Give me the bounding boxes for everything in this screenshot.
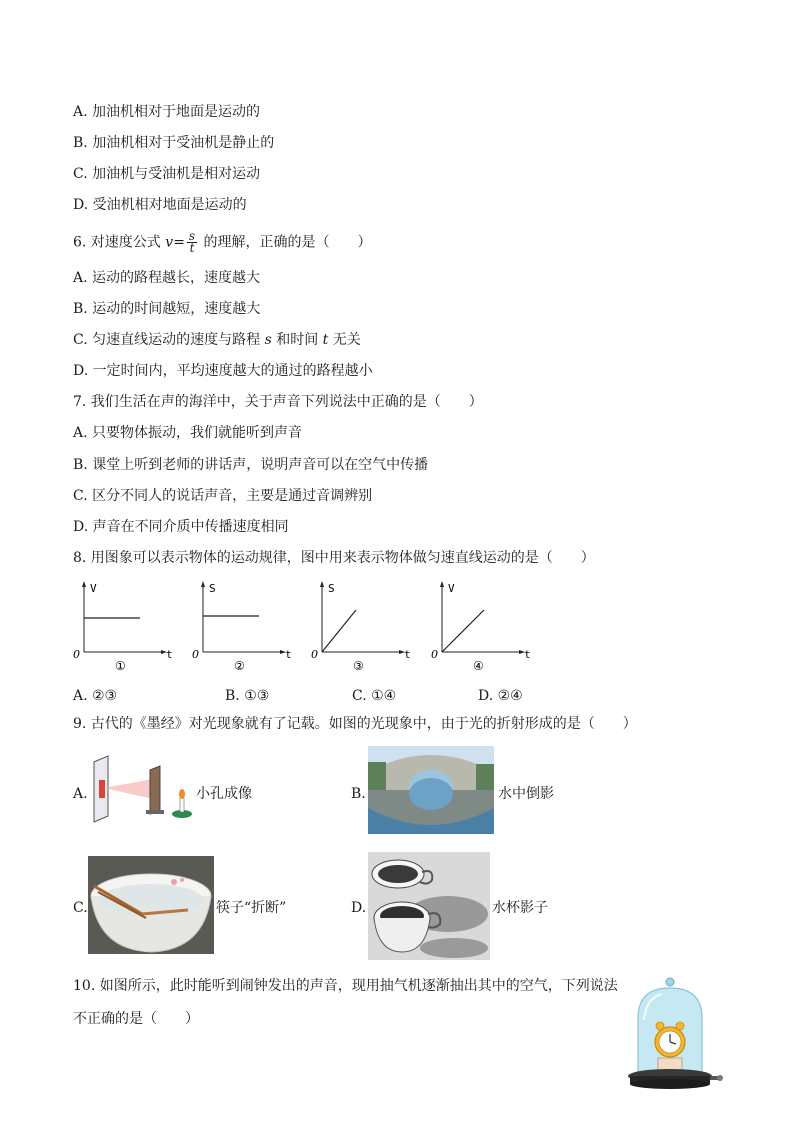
q9-option-b-letter: B. xyxy=(351,786,366,802)
q9-option-d-caption: 水杯影子 xyxy=(492,900,548,916)
q8-graph-3-xaxis: t xyxy=(404,648,411,661)
q6-suffix: 的理解，正确的是（ ） xyxy=(199,234,372,251)
q8-graph-1 xyxy=(72,578,173,673)
q8-graph-4 xyxy=(430,578,531,673)
q8-graph-4-line xyxy=(442,610,484,652)
q6-option-c-s: s xyxy=(264,332,272,348)
q8-graph-1-svg xyxy=(72,578,173,673)
q6-stem xyxy=(73,231,372,254)
q9-option-a-image xyxy=(90,752,198,826)
q8-graph-4-origin: 0 xyxy=(431,648,438,661)
q8-answer-a: A. ②③ xyxy=(73,688,118,704)
q9-option-a-caption: 小孔成像 xyxy=(196,786,252,802)
chopsticks-in-bowl-photo xyxy=(88,856,214,954)
q8-graph-1-yaxis: V xyxy=(90,582,97,595)
pinhole-camera-illustration xyxy=(90,752,198,826)
q10-bell-jar-image xyxy=(628,976,724,1092)
q7-option-d: D. 声音在不同介质中传播速度相同 xyxy=(73,519,289,535)
q8-graph-3-yaxis: S xyxy=(328,582,335,595)
q8-graph-2-svg xyxy=(191,578,292,673)
q6-fraction xyxy=(187,231,197,254)
q9-option-a-letter: A. xyxy=(73,786,88,802)
q8-graph-3-origin: 0 xyxy=(311,648,318,661)
cup-shadows-photo xyxy=(368,852,490,960)
q8-graph-2 xyxy=(191,578,292,673)
q8-graph-4-xaxis: t xyxy=(524,648,531,661)
q5-option-a: A. 加油机相对于地面是运动的 xyxy=(73,104,261,120)
q8-graph-3-label: ③ xyxy=(353,659,364,673)
q9-stem: 9. 古代的《墨经》对光现象就有了记载。如图的光现象中，由于光的折射形成的是（ ） xyxy=(73,716,637,732)
q8-graph-1-label: ① xyxy=(115,659,126,673)
q8-graph-1-xaxis: t xyxy=(166,648,173,661)
q7-stem: 7. 我们生活在声的海洋中，关于声音下列说法中正确的是（ ） xyxy=(73,394,483,410)
q9-option-d-letter: D. xyxy=(351,900,367,916)
q9-option-c-letter: C. xyxy=(73,900,88,916)
bridge-reflection-photo xyxy=(368,746,494,834)
q5-option-d: D. 受油机相对地面是运动的 xyxy=(73,197,247,213)
q6-option-c-t: t xyxy=(322,332,329,348)
q5-option-b: B. 加油机相对于受油机是静止的 xyxy=(73,135,275,151)
q6-option-c-text2: 和时间 xyxy=(271,332,323,348)
q6-fraction-denominator: t xyxy=(189,241,195,255)
q7-option-a: A. 只要物体振动，我们就能听到声音 xyxy=(73,425,303,441)
q9-option-b-caption: 水中倒影 xyxy=(498,786,554,802)
q8-graph-2-yaxis: S xyxy=(209,582,216,595)
q8-graph-3-svg xyxy=(310,578,411,673)
q8-graph-2-origin: 0 xyxy=(192,648,199,661)
q9-option-b-image xyxy=(368,746,494,834)
q8-answer-b: B. ①③ xyxy=(225,688,270,704)
q6-option-b: B. 运动的时间越短，速度越大 xyxy=(73,301,261,317)
q6-option-c xyxy=(73,330,361,350)
q6-option-a: A. 运动的路程越长，速度越大 xyxy=(73,270,261,286)
q8-graph-1-origin: 0 xyxy=(73,648,80,661)
q8-answer-c: C. ①④ xyxy=(352,688,397,704)
q9-option-c-caption: 筷子“折断” xyxy=(216,900,287,916)
q6-option-c-text: C. 匀速直线运动的速度与路程 xyxy=(73,332,265,348)
bell-jar-alarm-clock-illustration xyxy=(628,976,724,1092)
q6-option-c-text3: 无关 xyxy=(328,332,361,348)
q8-graph-2-label: ② xyxy=(234,659,245,673)
q8-graph-3 xyxy=(310,578,411,673)
q8-graph-4-svg xyxy=(430,578,531,673)
q5-option-c: C. 加油机与受油机是相对运动 xyxy=(73,166,261,182)
q9-option-d-image xyxy=(368,852,490,960)
q10-stem-line2: 不正确的是（ ） xyxy=(73,1011,199,1027)
q8-graph-3-line xyxy=(322,610,356,652)
q8-graph-2-xaxis: t xyxy=(285,648,292,661)
q8-stem: 8. 用图象可以表示物体的运动规律，图中用来表示物体做匀速直线运动的是（ ） xyxy=(73,550,595,566)
q10-stem-line1: 10. 如图所示，此时能听到闹钟发出的声音，现用抽气机逐渐抽出其中的空气，下列说法 xyxy=(73,978,618,994)
q6-fraction-numerator: s xyxy=(188,229,196,243)
q8-graph-4-yaxis: V xyxy=(448,582,455,595)
q9-option-c-image xyxy=(88,856,214,954)
q7-option-b: B. 课堂上听到老师的讲话声，说明声音可以在空气中传播 xyxy=(73,457,429,473)
q6-v: v xyxy=(165,234,174,251)
q8-answer-d: D. ②④ xyxy=(478,688,523,704)
q6-prefix: 6. 对速度公式 xyxy=(73,234,166,251)
q6-option-d: D. 一定时间内，平均速度越大的通过的路程越小 xyxy=(73,363,373,379)
q8-graph-4-label: ④ xyxy=(473,659,484,673)
q7-option-c: C. 区分不同人的说话声音，主要是通过音调辨别 xyxy=(73,488,373,504)
q6-eq: = xyxy=(173,234,185,251)
